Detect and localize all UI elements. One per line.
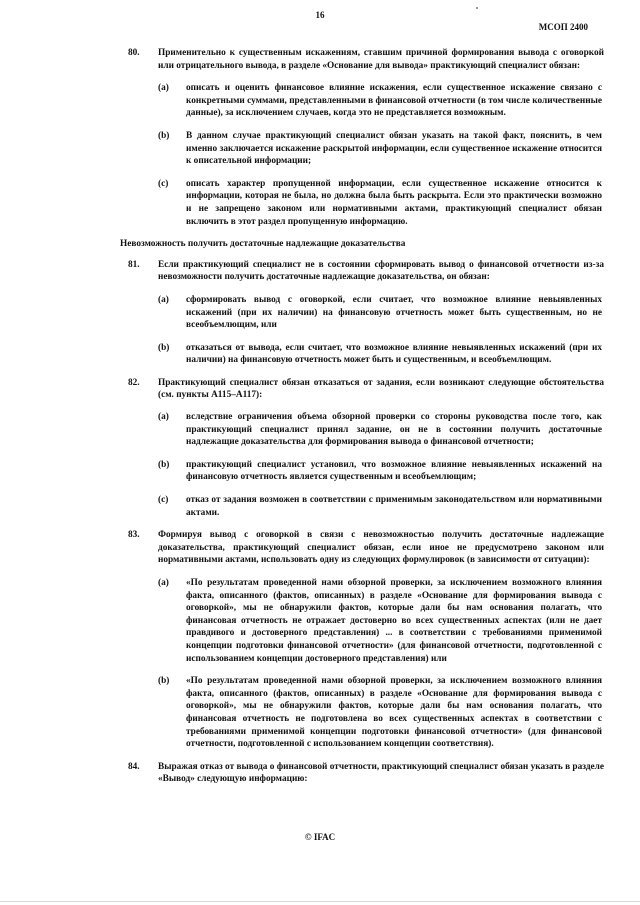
standard-code: МСОП 2400 <box>538 22 588 32</box>
scan-edge-line <box>0 901 640 902</box>
paragraph-text: Формируя вывод с оговоркой в связи с невозможностью получить достаточные надлежащие доказательства, практикующий специалист обязан, если иное не предусмотрено законом или нормативными актами, использовать одну из следующих формулировок (в зависимости от ситуации): <box>158 530 604 566</box>
paragraph-80 <box>128 47 604 72</box>
item-label: (a) <box>158 294 169 305</box>
paragraph-number: 83. <box>128 530 140 541</box>
item-text: В данном случае практикующий специалист обязан указать на такой факт, пояснить, в чем именно заключается искажение раскрытой информации, если существенное искажение относится к описательной информации; <box>186 130 602 167</box>
paragraph-84 <box>128 761 604 786</box>
list-item <box>158 342 602 367</box>
paragraph-number: 81. <box>128 259 140 270</box>
item-label: (b) <box>158 676 170 687</box>
item-label: (b) <box>158 459 170 470</box>
paragraph-83 <box>128 529 604 567</box>
scan-speck <box>476 7 478 9</box>
list-item <box>158 411 602 449</box>
item-text: вследствие ограничения объема обзорной проверки со стороны руководства после того, как практикующий специалист принял задание, он не в состоянии получить достаточные надлежащие доказательства для формирования вывода о финансовой отчетности; <box>186 412 602 448</box>
item-text: «По результатам проведенной нами обзорной проверки, за исключением возможного влияния факта, описанного (фактов, описанных) в разделе «Основание для формирования вывода с оговоркой», мы не обнаружили фактов, которые дали бы нам основания полагать, что финансовая отчетность не отражает достоверно во всех существенных аспектах (или не дает правдивого и достоверного представления) ... в соответствии с требованиями применимой концепции подготовки финансовой отчетности» (для финансовой отчетности, подготовленной с использованием концепции достоверного представления) или <box>186 578 602 664</box>
paragraph-number: 80. <box>128 48 140 58</box>
item-label: (c) <box>158 495 169 506</box>
copyright-footer: © IFAC <box>304 832 336 842</box>
paragraph-81 <box>128 259 604 284</box>
item-label: (a) <box>158 578 169 588</box>
page-number: 16 <box>315 10 325 20</box>
item-text: отказаться от вывода, если считает, что возможное влияние невыявленных искажений (при их наличии) на финансовую отчетность может быть и существенным, и всеобъемлющим. <box>186 342 602 366</box>
item-text: отказ от задания возможен в соответствии с применимым законодательством или нормативными актами. <box>186 495 602 518</box>
item-label: (c) <box>158 178 169 189</box>
item-label: (b) <box>158 130 170 141</box>
list-item <box>158 178 602 228</box>
list-item <box>158 82 603 120</box>
paragraph-number: 84. <box>128 761 140 772</box>
list-item <box>158 459 602 484</box>
item-text: описать характер пропущенной информации, если существенное искажение относится к информации, которая не была, но должна была быть раскрыта. Если это практически возможно и не запрещено законом или нормативными актами, практикующий специалист обязан включить в этот раздел пропущенную информацию. <box>186 178 602 227</box>
paragraph-number: 82. <box>128 377 140 388</box>
list-item <box>158 130 602 168</box>
item-text: «По результатам проведенной нами обзорной проверки, за исключением возможного влияния факта, описанного (фактов, описанных) в разделе «Основание для формирования вывода с оговоркой», мы не обнаружили фактов, которые дали бы нам основания полагать, что финансовая отчетность не подготовлена во всех существенных аспектах в соответствии с требованиями применимой концепции подготовки финансовой отчетности» (для финансовой отчетности, подготовленной с использованием концепции соответствия). <box>186 676 602 750</box>
list-item <box>158 494 602 519</box>
item-label: (a) <box>158 83 169 94</box>
section-heading: Невозможность получить достаточные надлежащие доказательства <box>120 239 406 250</box>
paragraph-text: Выражая отказ от вывода о финансовой отчетности, практикующий специалист обязан указать в разделе «Вывод» следующую информацию: <box>158 761 604 785</box>
paragraph-text: Практикующий специалист обязан отказаться от задания, если возникают следующие обстоятельства (см. пункты A115–A117): <box>158 377 604 401</box>
paragraph-82 <box>128 377 604 402</box>
paragraph-text: Если практикующий специалист не в состоянии сформировать вывод о финансовой отчетности из-за невозможности получить достаточные надлежащие доказательства, он обязан: <box>158 259 604 283</box>
item-text: практикующий специалист установил, что возможное влияние невыявленных искажений на финансовую отчетность является существенным и всеобъемлющим; <box>186 459 602 483</box>
list-item <box>158 577 602 665</box>
list-item <box>158 675 602 751</box>
item-text: сформировать вывод с оговоркой, если считает, что возможное влияние невыявленных искажений (при их наличии) на финансовую отчетность может быть существенным, но не всеобъемлющим, или <box>186 294 602 331</box>
document-body <box>0 47 640 796</box>
item-text: описать и оценить финансовое влияние искажения, если существенное искажение связано с конкретными суммами, представленными в финансовой отчетности (в том числе количественные данные), за исключением случаев, когда это не представляется возможным. <box>186 83 603 119</box>
item-label: (b) <box>158 342 170 353</box>
item-label: (a) <box>158 412 169 423</box>
paragraph-text: Применительно к существенным искажениям, ставшим причиной формирования вывода с оговоркой или отрицательного вывода, в разделе «Основание для вывода» практикующий специалист обязан: <box>158 48 604 71</box>
list-item <box>158 294 602 332</box>
